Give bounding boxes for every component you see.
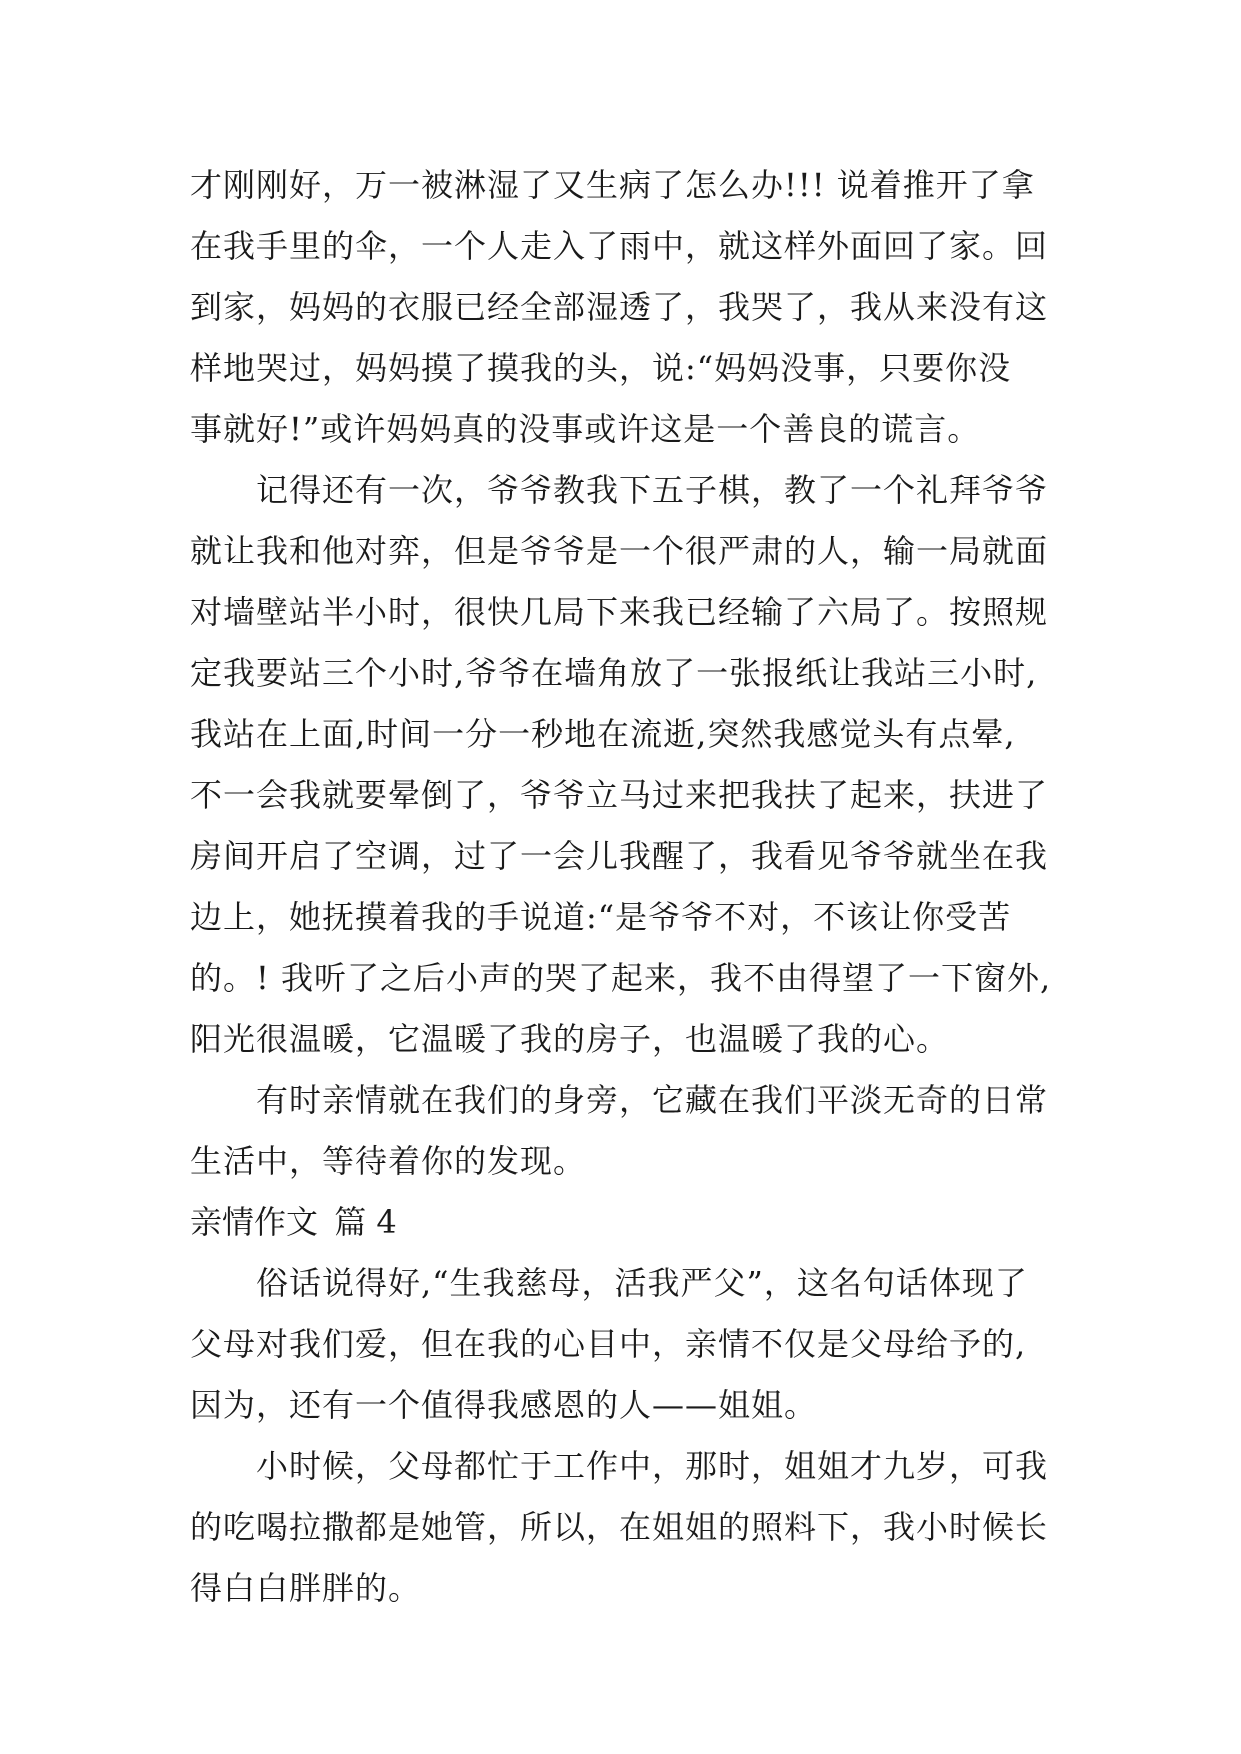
text-line: 房间开启了空调，过了一会儿我醒了，我看见爷爷就坐在我 bbox=[190, 837, 1049, 875]
text-line: 生活中，等待着你的发现。 bbox=[190, 1142, 587, 1180]
text-line: 有时亲情就在我们的身旁，它藏在我们平淡无奇的日常 bbox=[256, 1081, 1049, 1119]
text-line: 样地哭过，妈妈摸了摸我的头，说:“妈妈没事，只要你没 bbox=[190, 349, 1012, 387]
essay-body bbox=[190, 155, 1062, 1619]
text-line: 边上，她抚摸着我的手说道:“是爷爷不对，不该让你受苦 bbox=[190, 898, 1012, 936]
text-line: 俗话说得好,“生我慈母，活我严父”，这名句话体现了 bbox=[256, 1264, 1028, 1302]
text-line: 事就好!”或许妈妈真的没事或许这是一个善良的谎言。 bbox=[190, 410, 981, 448]
text-line: 不一会我就要晕倒了，爷爷立马过来把我扶了起来，扶进了 bbox=[190, 776, 1049, 814]
text-line: 阳光很温暖，它温暖了我的房子，也温暖了我的心。 bbox=[190, 1020, 950, 1058]
text-line: 就让我和他对弈，但是爷爷是一个很严肃的人，输一局就面 bbox=[190, 532, 1049, 570]
section-number: 篇 4 bbox=[334, 1203, 397, 1241]
text-line: 因为，还有一个值得我感恩的人——姐姐。 bbox=[190, 1386, 818, 1424]
section-title: 亲情作文 bbox=[190, 1203, 319, 1241]
text-line: 我站在上面,时间一分一秒地在流逝,突然我感觉头有点晕, bbox=[190, 715, 1016, 753]
section-heading bbox=[190, 1192, 1062, 1253]
text-line: 在我手里的伞，一个人走入了雨中，就这样外面回了家。回 bbox=[190, 227, 1049, 265]
text-line: 记得还有一次，爷爷教我下五子棋，教了一个礼拜爷爷 bbox=[256, 471, 1049, 509]
text-line: 得白白胖胖的。 bbox=[190, 1569, 422, 1607]
text-line: 的吃喝拉撒都是她管，所以，在姐姐的照料下，我小时候长 bbox=[190, 1508, 1049, 1546]
text-line: 小时候，父母都忙于工作中，那时，姐姐才九岁，可我 bbox=[256, 1447, 1049, 1485]
text-line: 父母对我们爱，但在我的心目中，亲情不仅是父母给予的, bbox=[190, 1325, 1027, 1363]
text-line: 的。! 我听了之后小声的哭了起来，我不由得望了一下窗外, bbox=[190, 959, 1052, 997]
text-line: 定我要站三个小时,爷爷在墙角放了一张报纸让我站三小时, bbox=[190, 654, 1038, 692]
text-line: 对墙壁站半小时，很快几局下来我已经输了六局了。按照规 bbox=[190, 593, 1049, 631]
text-line: 才刚刚好，万一被淋湿了又生病了怎么办!!! 说着推开了拿 bbox=[190, 166, 1035, 204]
text-line: 到家，妈妈的衣服已经全部湿透了，我哭了，我从来没有这 bbox=[190, 288, 1049, 326]
